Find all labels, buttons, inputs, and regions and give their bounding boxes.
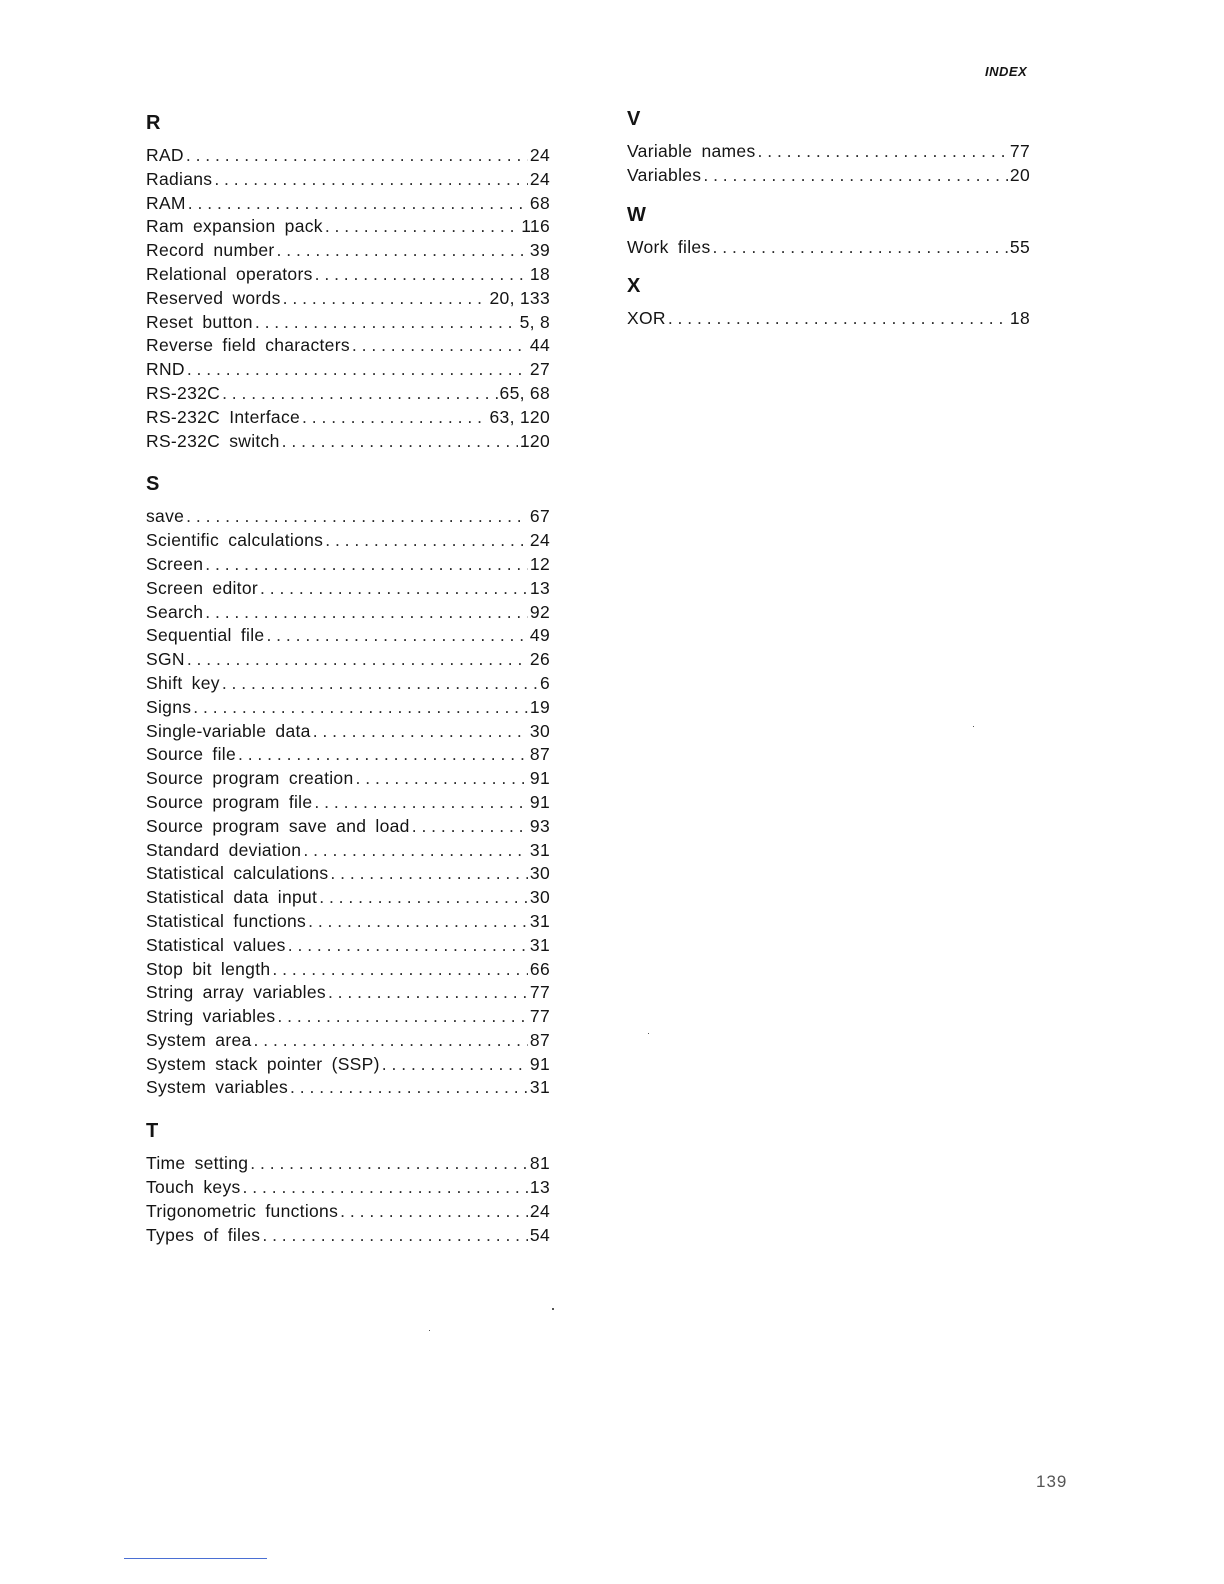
entry-page: 24 xyxy=(529,530,550,551)
entry-term: Statistical data input xyxy=(146,887,318,908)
dot-leader xyxy=(187,648,528,672)
index-entry xyxy=(146,144,550,168)
entry-page: 31 xyxy=(529,934,550,955)
index-entry xyxy=(146,311,550,335)
index-entry xyxy=(146,239,550,263)
index-entry xyxy=(146,358,550,382)
entry-term: Scientific calculations xyxy=(146,530,324,551)
entry-page: 13 xyxy=(529,577,550,598)
entry-page: 68 xyxy=(529,192,550,213)
index-entry xyxy=(146,1076,550,1100)
entry-page: 77 xyxy=(529,1006,550,1027)
entry-term: Search xyxy=(146,601,204,622)
entry-term: RS-232C switch xyxy=(146,430,280,451)
entry-page: 13 xyxy=(529,1177,550,1198)
entry-page: 91 xyxy=(529,768,550,789)
index-entry xyxy=(146,862,550,886)
entry-page: 55 xyxy=(1009,236,1030,257)
dot-leader xyxy=(260,577,528,601)
entry-page: 49 xyxy=(529,625,550,646)
entry-page: 31 xyxy=(529,910,550,931)
index-entry xyxy=(627,307,1030,331)
dot-leader xyxy=(250,1152,528,1176)
dot-leader xyxy=(193,696,528,720)
entry-page: 24 xyxy=(529,1200,550,1221)
scan-speck xyxy=(429,1330,430,1331)
entry-page: 77 xyxy=(529,982,550,1003)
dot-leader xyxy=(277,239,528,263)
scan-speck xyxy=(552,1308,554,1310)
dot-leader xyxy=(272,958,528,982)
dot-leader xyxy=(283,287,488,311)
entry-page: 120 xyxy=(519,430,550,451)
index-entry xyxy=(146,263,550,287)
entry-page: 54 xyxy=(529,1224,550,1245)
dot-leader xyxy=(188,192,528,216)
dot-leader xyxy=(340,1200,528,1224)
index-entry xyxy=(146,1176,550,1200)
index-entry xyxy=(146,1029,550,1053)
dot-leader xyxy=(382,1053,528,1077)
entry-term: Variable names xyxy=(627,141,756,161)
dot-leader xyxy=(412,815,528,839)
index-entry xyxy=(146,934,550,958)
dot-leader xyxy=(328,981,528,1005)
index-entry xyxy=(627,140,1030,164)
section-heading: V xyxy=(627,108,641,130)
index-entry xyxy=(146,1053,550,1077)
index-entry xyxy=(146,815,550,839)
dot-leader xyxy=(325,529,528,553)
index-entry xyxy=(146,910,550,934)
index-entry xyxy=(146,672,550,696)
index-entry xyxy=(146,767,550,791)
entry-term: Record number xyxy=(146,240,275,261)
dot-leader xyxy=(313,720,528,744)
entry-term: RS-232C xyxy=(146,382,221,403)
section-heading: T xyxy=(146,1120,159,1143)
entry-page: 44 xyxy=(529,335,550,356)
dot-leader xyxy=(222,672,538,696)
entry-term: Types of files xyxy=(146,1224,261,1245)
scan-speck xyxy=(648,1033,649,1034)
entry-page: 63, 120 xyxy=(489,406,550,427)
entry-term: Statistical calculations xyxy=(146,863,329,884)
index-entry xyxy=(146,529,550,553)
index-entry xyxy=(146,981,550,1005)
index-entry xyxy=(146,1224,550,1248)
entry-page: 30 xyxy=(529,863,550,884)
index-entry xyxy=(146,430,550,454)
entry-term: Trigonometric functions xyxy=(146,1200,339,1221)
entry-term: Sequential file xyxy=(146,625,265,646)
entry-page: 30 xyxy=(529,720,550,741)
dot-leader xyxy=(238,743,528,767)
entry-page: 27 xyxy=(529,359,550,380)
entry-page: 31 xyxy=(529,839,550,860)
entry-term: Signs xyxy=(146,696,192,717)
index-entry xyxy=(146,696,550,720)
section-heading: R xyxy=(146,112,161,134)
entry-term: Screen editor xyxy=(146,577,258,598)
entry-page: 6 xyxy=(539,672,550,693)
entry-page: 91 xyxy=(529,791,550,812)
dot-leader xyxy=(186,144,528,168)
index-column-right xyxy=(627,104,1030,331)
index-entry xyxy=(146,648,550,672)
page-number: 139 xyxy=(1036,1472,1068,1491)
entry-term: Work files xyxy=(627,236,711,257)
entry-page: 92 xyxy=(529,601,550,622)
entry-term: System area xyxy=(146,1029,252,1050)
entry-term: Standard deviation xyxy=(146,839,302,860)
entry-term: System stack pointer (SSP) xyxy=(146,1053,380,1074)
entry-term: Relational operators xyxy=(146,263,313,284)
index-entry xyxy=(146,1200,550,1224)
entry-page: 93 xyxy=(529,815,550,836)
entry-term: Time setting xyxy=(146,1153,249,1174)
entry-term: Reserved words xyxy=(146,287,281,308)
index-section-w xyxy=(627,200,1030,260)
dot-leader xyxy=(266,624,527,648)
entry-page: 24 xyxy=(529,145,550,165)
entry-page: 67 xyxy=(529,506,550,527)
index-section-v xyxy=(627,104,1030,188)
index-section-x xyxy=(627,271,1030,331)
dot-leader xyxy=(308,910,528,934)
entry-term: Ram expansion pack xyxy=(146,216,323,237)
entry-page: 31 xyxy=(529,1077,550,1098)
dot-leader xyxy=(703,164,1008,188)
dot-leader xyxy=(319,886,528,910)
scan-speck xyxy=(973,726,974,727)
entry-term: String variables xyxy=(146,1006,276,1027)
index-entry xyxy=(146,168,550,192)
index-entry xyxy=(146,192,550,216)
entry-page: 77 xyxy=(1009,141,1030,161)
entry-page: 30 xyxy=(529,887,550,908)
index-column-left xyxy=(146,108,550,1247)
index-entry xyxy=(146,743,550,767)
entry-page: 20, 133 xyxy=(489,287,550,308)
entry-term: Source program file xyxy=(146,791,313,812)
index-entry xyxy=(146,958,550,982)
entry-page: 18 xyxy=(529,263,550,284)
entry-term: Single-variable data xyxy=(146,720,311,741)
entry-term: String array variables xyxy=(146,982,326,1003)
entry-term: Stop bit length xyxy=(146,958,271,979)
entry-term: Variables xyxy=(627,164,702,185)
entry-term: SGN xyxy=(146,649,185,670)
index-entry xyxy=(146,886,550,910)
section-heading: W xyxy=(627,203,646,226)
entry-term: Statistical functions xyxy=(146,910,307,931)
dot-leader xyxy=(713,236,1008,260)
dot-leader xyxy=(186,505,528,529)
dot-leader xyxy=(205,601,528,625)
index-entry xyxy=(146,1152,550,1176)
entry-term: Touch keys xyxy=(146,1177,241,1198)
entry-page: 81 xyxy=(529,1153,550,1174)
dot-leader xyxy=(315,263,528,287)
index-entry xyxy=(146,1005,550,1029)
index-entry xyxy=(146,720,550,744)
dot-leader xyxy=(325,215,519,239)
entry-page: 116 xyxy=(521,216,550,237)
dot-leader xyxy=(303,839,528,863)
entry-term: RS-232C Interface xyxy=(146,406,301,427)
index-entry xyxy=(627,164,1030,188)
entry-term: Radians xyxy=(146,168,213,189)
entry-term: RND xyxy=(146,359,185,380)
entry-page: 12 xyxy=(529,553,550,574)
index-entry xyxy=(146,553,550,577)
index-entry xyxy=(146,624,550,648)
entry-page: 39 xyxy=(529,240,550,261)
entry-page: 65, 68 xyxy=(499,382,550,403)
index-entry xyxy=(146,505,550,529)
entry-term: RAM xyxy=(146,192,186,213)
dot-leader xyxy=(262,1224,528,1248)
dot-leader xyxy=(282,430,518,454)
entry-term: Reverse field characters xyxy=(146,335,350,356)
dot-leader xyxy=(254,1029,528,1053)
index-section-r xyxy=(146,108,550,453)
index-entry xyxy=(146,382,550,406)
entry-page: 87 xyxy=(529,744,550,765)
section-heading: S xyxy=(146,473,160,496)
entry-page: 18 xyxy=(1009,308,1030,329)
dot-leader xyxy=(356,767,528,791)
entry-term: Source program save and load xyxy=(146,815,410,836)
dot-leader xyxy=(352,334,528,358)
entry-page: 24 xyxy=(529,168,550,189)
dot-leader xyxy=(214,168,528,192)
dot-leader xyxy=(187,358,528,382)
dot-leader xyxy=(288,934,528,958)
entry-term: Source program creation xyxy=(146,768,354,789)
entry-term: System variables xyxy=(146,1077,289,1098)
dot-leader xyxy=(302,406,487,430)
dot-leader xyxy=(330,862,528,886)
entry-page: 19 xyxy=(529,696,550,717)
index-entry xyxy=(146,287,550,311)
index-entry xyxy=(146,215,550,239)
index-entry xyxy=(146,601,550,625)
entry-term: Statistical values xyxy=(146,934,286,955)
entry-page: 91 xyxy=(529,1053,550,1074)
entry-term: XOR xyxy=(627,308,666,329)
index-section-s xyxy=(146,469,550,1100)
entry-page: 20 xyxy=(1009,164,1030,185)
dot-leader xyxy=(255,311,518,335)
dot-leader xyxy=(290,1076,528,1100)
dot-leader xyxy=(243,1176,528,1200)
entry-term: RAD xyxy=(146,145,184,165)
entry-term: Source file xyxy=(146,744,236,765)
dot-leader xyxy=(314,791,528,815)
section-heading: X xyxy=(627,275,641,298)
entry-term: Reset button xyxy=(146,311,253,332)
index-entry xyxy=(627,236,1030,260)
index-entry xyxy=(146,839,550,863)
dot-leader xyxy=(205,553,528,577)
entry-page: 66 xyxy=(529,958,550,979)
entry-page: 26 xyxy=(529,649,550,670)
entry-page: 87 xyxy=(529,1029,550,1050)
entry-page: 5, 8 xyxy=(519,311,550,332)
index-section-t xyxy=(146,1116,550,1247)
entry-term: Screen xyxy=(146,553,204,574)
entry-term: save xyxy=(146,506,185,527)
running-head: INDEX xyxy=(985,64,1028,79)
dot-leader xyxy=(758,140,1008,164)
dot-leader xyxy=(222,382,497,406)
dot-leader xyxy=(277,1005,528,1029)
index-entry xyxy=(146,577,550,601)
entry-term: Shift key xyxy=(146,672,220,693)
index-entry xyxy=(146,334,550,358)
dot-leader xyxy=(668,307,1008,331)
scan-edge-line xyxy=(124,1558,267,1559)
index-entry xyxy=(146,791,550,815)
index-entry xyxy=(146,406,550,430)
